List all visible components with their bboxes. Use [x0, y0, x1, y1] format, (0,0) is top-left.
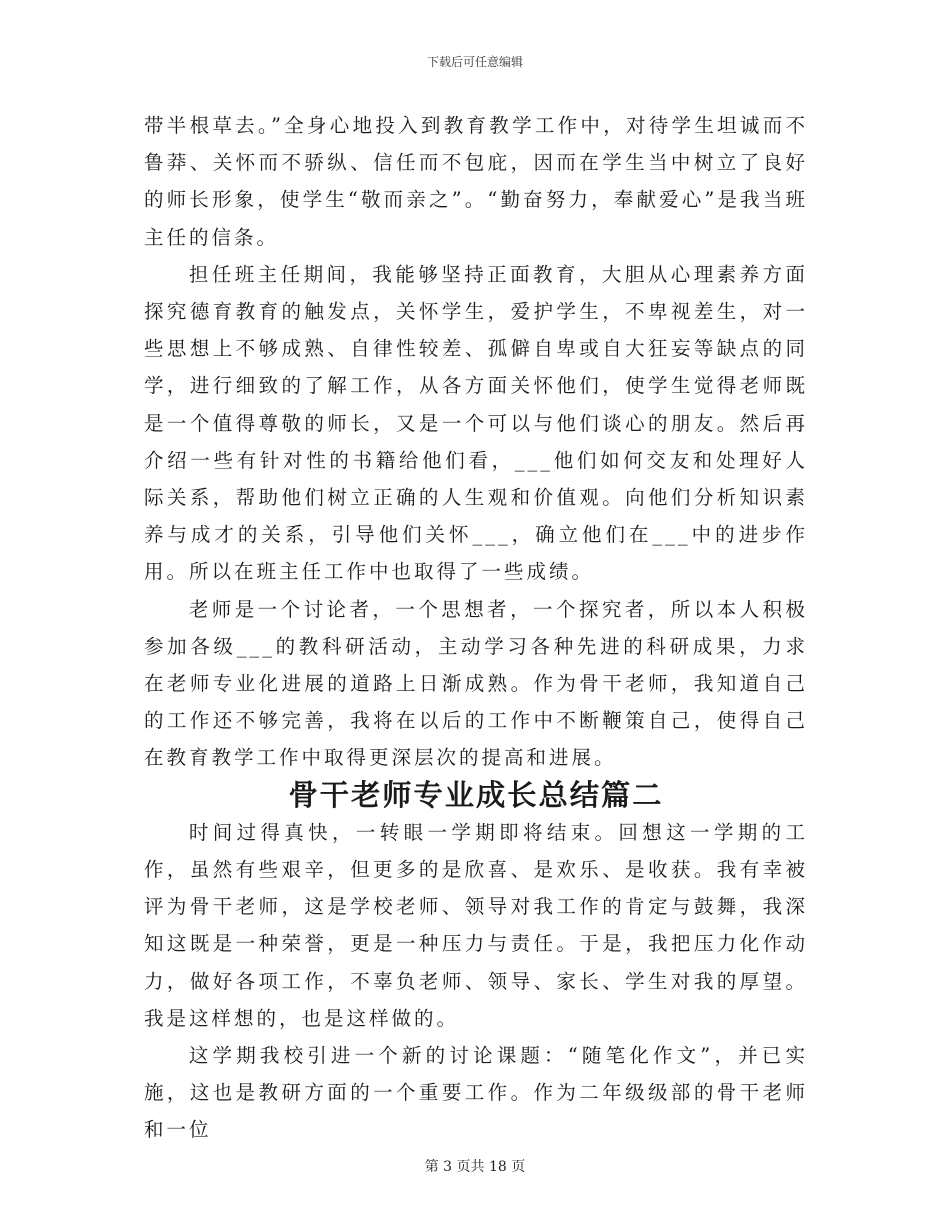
paragraph-semester-review: 时间过得真快，一转眼一学期即将结束。回想这一学期的工作，虽然有些艰辛，但更多的是欣喜、是欢乐、是收获。我有幸被评为骨干老师，这是学校老师、领导对我工作的肯定与鼓舞，我深知这既是一种荣誉，更是一种压力与责任。于是，我把压力化作动力，做好各项工作，不辜负老师、领导、家长、学生对我的厚望。我是这样想的，也是这样做的。: [144, 820, 808, 1030]
paragraph-class-teacher: 担任班主任期间，我能够坚持正面教育，大胆从心理素养方面探究德育教育的触发点，关怀学生，爱护学生，不卑视差生，对一些思想上不够成熟、自律性较差、孤僻自卑或自大狂妄等缺点的同学，进行细致的了解工作，从各方面关怀他们，使学生觉得老师既是一个值得尊敬的师长，又是一个可以与他们谈心的朋友。然后再介绍一些有针对性的书籍给他们看，___他们如何交友和处理好人际关系，帮助他们树立正确的人生观和价值观。向他们分析知识素养与成才的关系，引导他们关怀___，确立他们在___中的进步作用。所以在班主任工作中也取得了一些成绩。: [144, 262, 808, 584]
paragraph-research: 老师是一个讨论者，一个思想者，一个探究者，所以本人积极参加各级___的教科研活动，主动学习各种先进的科研成果，力求在老师专业化进展的道路上日渐成熟。作为骨干老师，我知道自己的工作还不够完善，我将在以后的工作中不断鞭策自己，使得自己在教育教学工作中取得更深层次的提高和进展。: [144, 597, 808, 770]
document-body: [144, 107, 808, 1149]
paragraph-continued: 带半根草去。”全身心地投入到教育教学工作中，对待学生坦诚而不鲁莽、关怀而不骄纵、信任而不包庇，因而在学生当中树立了良好的师长形象，使学生“敬而亲之”。“勤奋努力，奉献爱心”是我当班主任的信条。: [144, 114, 808, 249]
page-number: 第 3 页共 18 页: [424, 1159, 526, 1175]
page-header-note: 下载后可任意编辑: [426, 55, 523, 69]
section-title: 骨干老师专业成长总结篇二: [288, 777, 664, 812]
paragraph-new-topic: 这学期我校引进一个新的讨论课题：“随笔化作文”，并已实施，这也是教研方面的一个重要工作。作为二年级级部的骨干老师和一位: [144, 1044, 808, 1142]
